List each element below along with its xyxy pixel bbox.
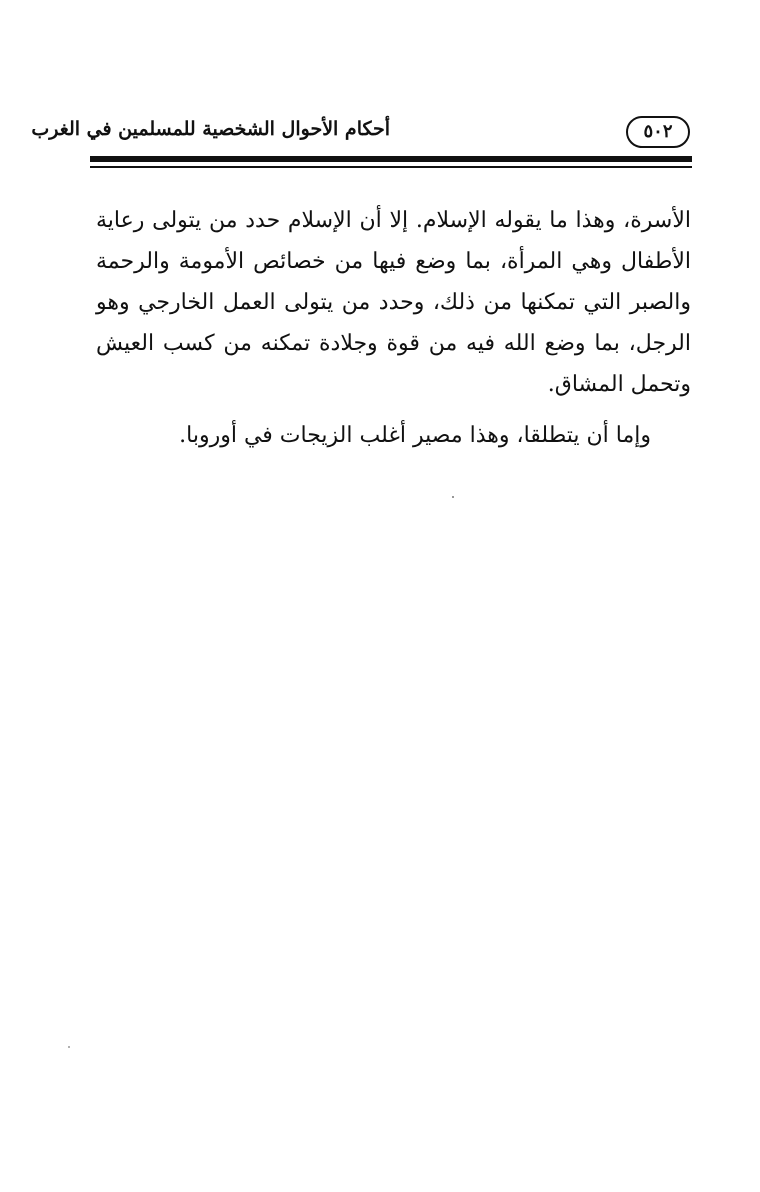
- running-header: [31, 112, 690, 156]
- running-header-title: أحكام الأحوال الشخصية للمسلمين في الغرب: [31, 118, 390, 140]
- header-rule-thin: [90, 166, 692, 168]
- body-text: [96, 200, 691, 456]
- header-rule-thick: [90, 156, 692, 162]
- paragraph-1: الأسرة، وهذا ما يقوله الإسلام. إلا أن الإسلام حدد من يتولى رعاية الأطفال وهي المرأة، بما وضع فيها من خصائص الأمومة والرحمة والصبر التي تمكنها من ذلك، وحدد من يتولى العمل الخارجي وهو الرجل، بما وضع الله فيه من قوة وجلادة تمكنه من كسب العيش وتحمل المشاق.: [96, 208, 691, 397]
- paragraph-2: وإما أن يتطلقا، وهذا مصير أغلب الزيجات في أوروبا.: [179, 423, 651, 448]
- page-number-badge: ٥٠٢: [626, 116, 690, 148]
- scan-speck: [68, 1046, 70, 1048]
- scan-speck: [452, 496, 454, 498]
